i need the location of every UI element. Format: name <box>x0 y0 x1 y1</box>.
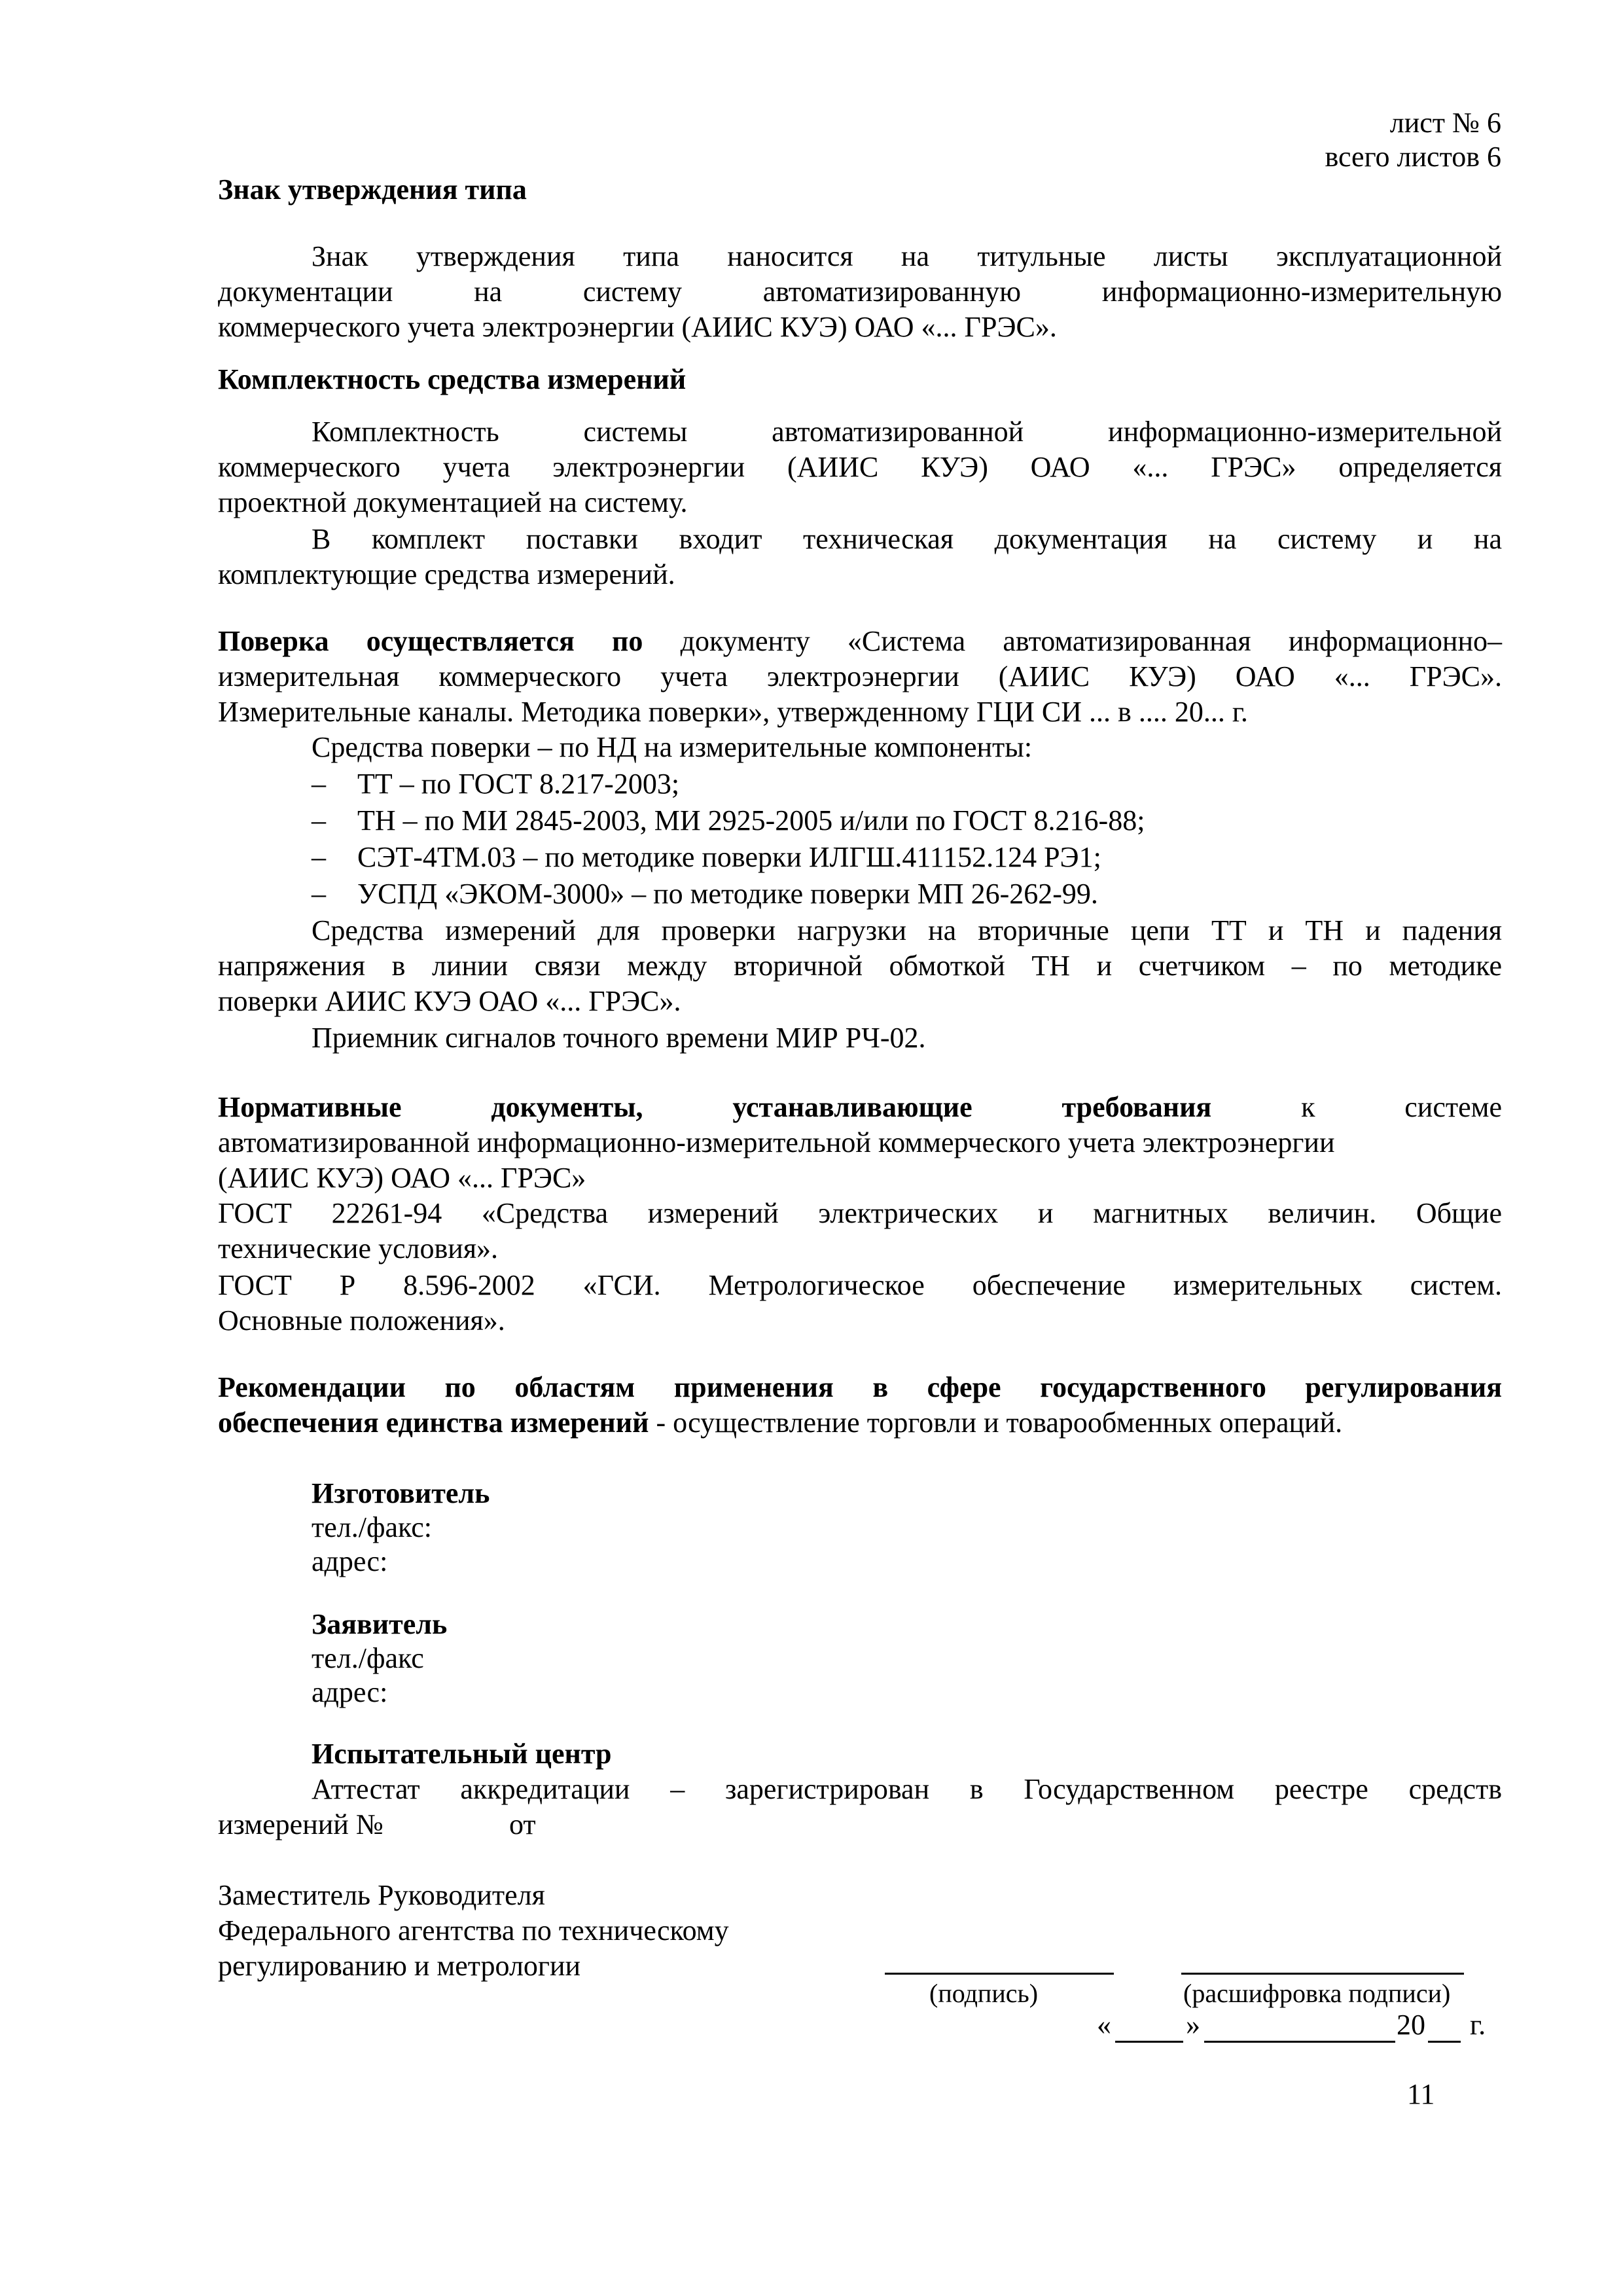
text-line: Измерительные каналы. Методика поверки», утвержденному ГЦИ СИ ... в .... 20... г. <box>218 696 1248 728</box>
list-dash: – <box>312 878 326 910</box>
text-line: Комплектность системы автоматизированной информационно-измерительной <box>312 416 1502 448</box>
date-quote-open: « <box>1097 2009 1111 2041</box>
text-fragment: - осуществление торговли и товарообменных операций. <box>649 1407 1343 1439</box>
date-year-suffix: г. <box>1470 2009 1486 2041</box>
text-line: Основные положения». <box>218 1304 505 1336</box>
signature-line <box>885 1973 1114 1975</box>
sheets-total: всего листов 6 <box>1325 141 1501 173</box>
text-line: автоматизированной информационно-измерительной коммерческого учета электроэнергии <box>218 1126 1335 1158</box>
signer-position: регулированию и метрологии <box>218 1950 581 1982</box>
text-fragment: к системе <box>1301 1091 1502 1123</box>
list-item-text: ТН – по МИ 2845-2003, МИ 2925-2005 и/или по ГОСТ 8.216-88; <box>357 804 1145 836</box>
manufacturer-address: адрес: <box>312 1545 388 1577</box>
applicant-address: адрес: <box>312 1676 388 1708</box>
text-fragment-bold: обеспечения единства измерений <box>218 1407 649 1439</box>
signer-position: Федерального агентства по техническому <box>218 1914 729 1946</box>
list-dash: – <box>312 804 326 836</box>
date-quote-close: » <box>1186 2009 1200 2041</box>
manufacturer-tel: тел./факс: <box>312 1511 433 1543</box>
text-line: Средства поверки – по НД на измерительные компоненты: <box>312 731 1033 763</box>
date-year-line <box>1428 2041 1461 2043</box>
text-line: документации на систему автоматизированную информационно-измерительную <box>218 276 1502 308</box>
list-dash: – <box>312 841 326 873</box>
text-line: Приемник сигналов точного времени МИР РЧ-02. <box>312 1022 926 1054</box>
text-line: (АИИС КУЭ) ОАО «... ГРЭС» <box>218 1162 586 1194</box>
list-item-text: СЭТ-4ТМ.03 – по методике поверки ИЛГШ.411152.124 РЭ1; <box>357 841 1101 873</box>
manufacturer-title: Изготовитель <box>312 1477 490 1509</box>
text-fragment: от <box>509 1808 536 1840</box>
list-item <box>312 766 679 802</box>
section-title-type-approval: Знак утверждения типа <box>218 173 527 206</box>
list-dash: – <box>312 768 326 800</box>
date-day-line <box>1115 2041 1183 2043</box>
text-fragment: документу «Система автоматизированная информационно– <box>680 625 1503 657</box>
list-item <box>312 802 1145 839</box>
text-line <box>218 1405 1502 1441</box>
list-item <box>312 839 1101 876</box>
text-line: Знак утверждения типа наносится на титульные листы эксплуатационной <box>312 240 1502 272</box>
sheet-number: лист № 6 <box>1389 107 1501 139</box>
test-center-title: Испытательный центр <box>312 1738 612 1770</box>
date-year-prefix: 20 <box>1397 2009 1425 2041</box>
text-line: ГОСТ Р 8.596-2002 «ГСИ. Метрологическое обеспечение измерительных систем. <box>218 1269 1502 1301</box>
text-line: ГОСТ 22261-94 «Средства измерений электрических и магнитных величин. Общие <box>218 1197 1502 1229</box>
date-month-line <box>1204 2041 1395 2043</box>
text-line: проектной документацией на систему. <box>218 486 688 518</box>
text-line: коммерческого учета электроэнергии (АИИС КУЭ) ОАО «... ГРЭС» определяется <box>218 451 1502 483</box>
signature-caption: (подпись) <box>929 1979 1039 2008</box>
page-number: 11 <box>1407 2078 1435 2110</box>
section-title-recommendations: Рекомендации по областям применения в сфере государственного регулирования <box>218 1371 1502 1403</box>
signer-position: Заместитель Руководителя <box>218 1879 545 1911</box>
text-line: Аттестат аккредитации – зарегистрирован в Государственном реестре средств <box>312 1773 1502 1805</box>
signature-decode-caption: (расшифровка подписи) <box>1183 1979 1451 2008</box>
text-line: измерительная коммерческого учета электроэнергии (АИИС КУЭ) ОАО «... ГРЭС». <box>218 660 1502 692</box>
section-title-normative: Нормативные документы, устанавливающие требования <box>218 1091 1212 1123</box>
applicant-tel: тел./факс <box>312 1642 424 1674</box>
text-line: поверки АИИС КУЭ ОАО «... ГРЭС». <box>218 985 681 1017</box>
section-title-verification: Поверка осуществляется по <box>218 625 643 657</box>
list-item-text: ТТ – по ГОСТ 8.217-2003; <box>357 768 680 800</box>
text-line: напряжения в линии связи между вторичной обмоткой ТН и счетчиком – по методике <box>218 950 1502 982</box>
text-line: коммерческого учета электроэнергии (АИИС КУЭ) ОАО «... ГРЭС». <box>218 311 1057 343</box>
text-line: комплектующие средства измерений. <box>218 558 675 590</box>
section-title-completeness: Комплектность средства измерений <box>218 363 687 395</box>
text-line: измерений № <box>218 1808 383 1840</box>
list-item-text: УСПД «ЭКОМ-3000» – по методике поверки МП 26-262-99. <box>357 878 1098 910</box>
text-line: Средства измерений для проверки нагрузки на вторичные цепи ТТ и ТН и падения <box>312 914 1502 946</box>
applicant-title: Заявитель <box>312 1608 448 1640</box>
list-item <box>312 876 1098 912</box>
text-line: технические условия». <box>218 1232 499 1265</box>
text-line: В комплект поставки входит техническая документация на систему и на <box>312 523 1502 555</box>
text-line <box>218 623 1502 660</box>
signature-decode-line <box>1181 1973 1464 1975</box>
text-line <box>218 1089 1502 1126</box>
